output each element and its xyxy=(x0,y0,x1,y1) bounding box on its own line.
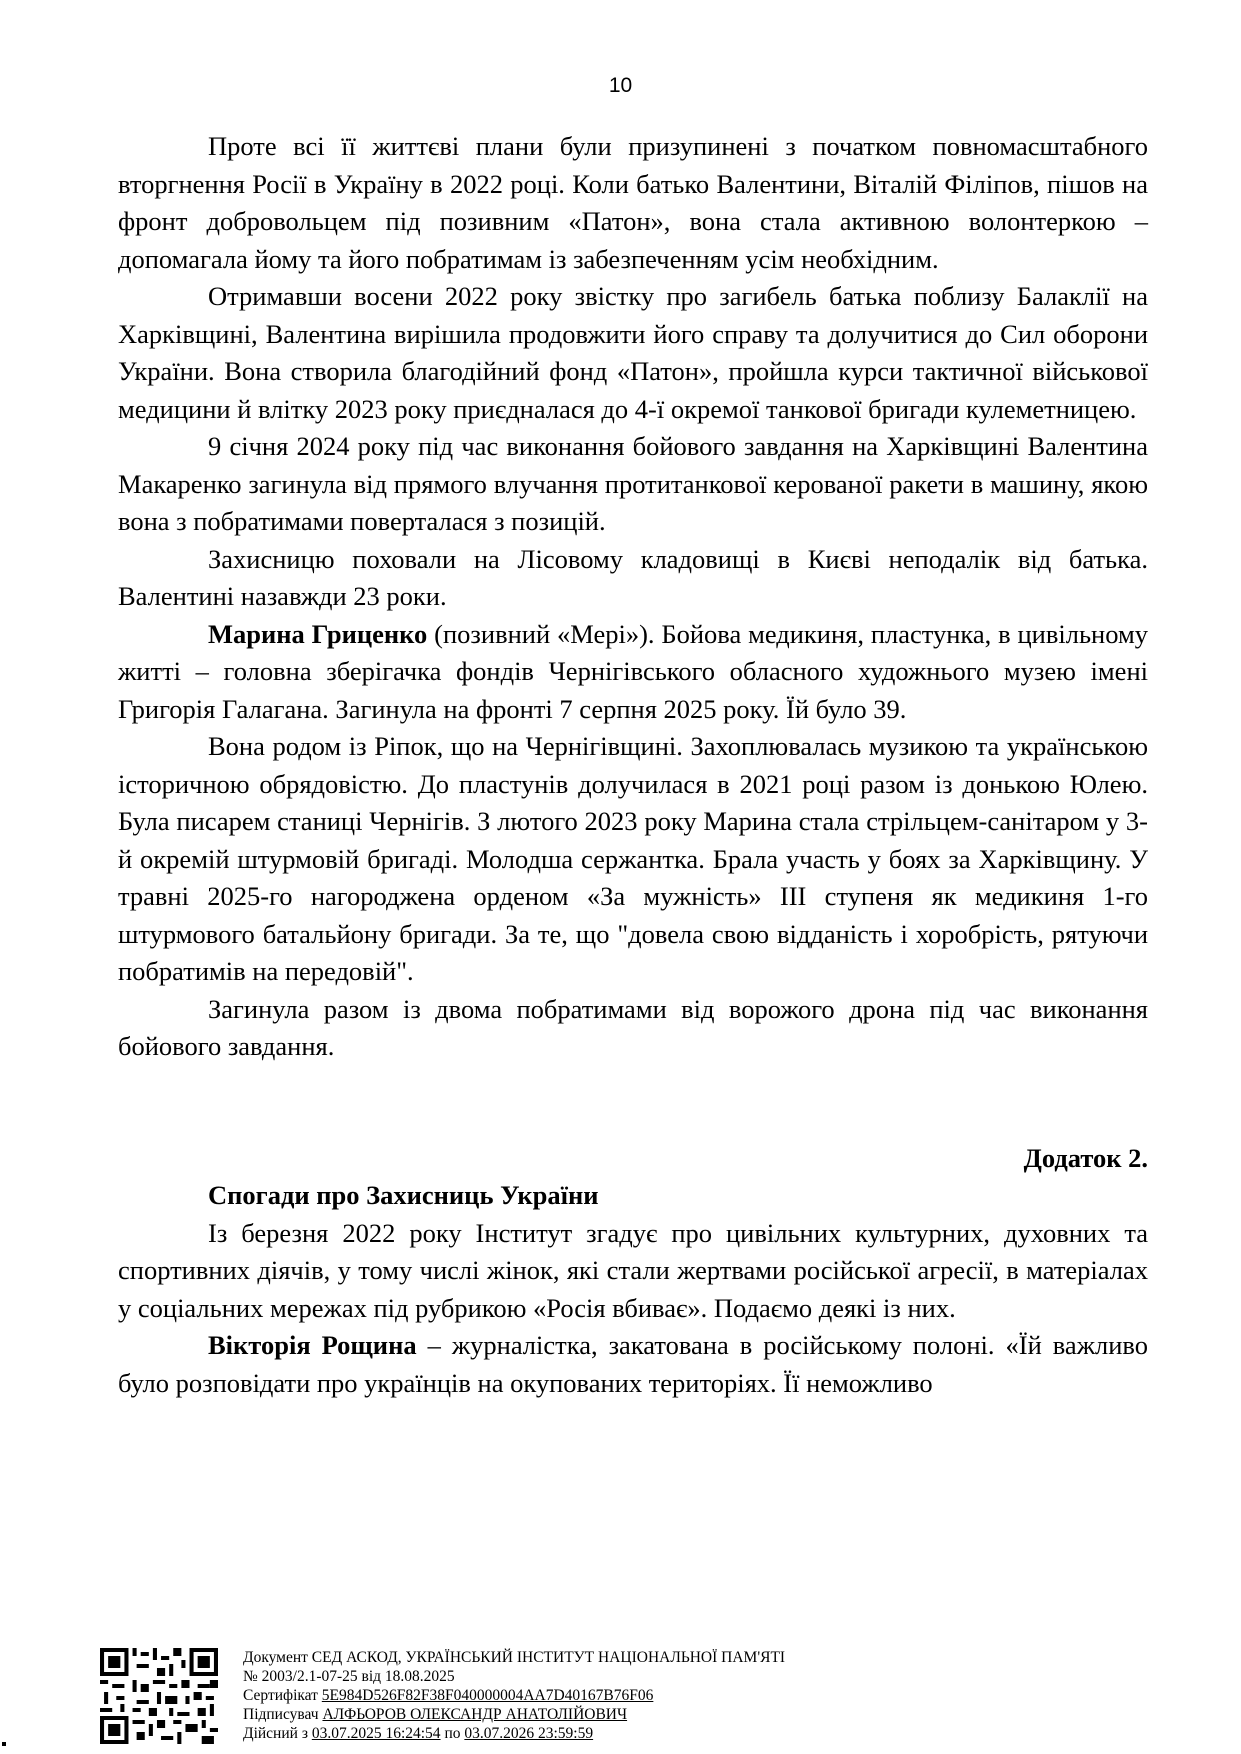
paragraph: Проте всі її життєві плани були призупинені з початком повномасштабного вторгнення Росії в Україну в 2022 році. Коли батько Валентини, Віталій Філіпов, пішов на фронт добровольцем під позивним «Патон», вона стала активною волонтеркою – допомагала йому та його побратимам із забезпеченням усім необхідним. xyxy=(118,131,1148,274)
paragraph: Захисницю поховали на Лісовому кладовищі в Києві неподалік від батька. Валентині назавжди 23 роки. xyxy=(118,543,1148,611)
qr-code-icon xyxy=(100,1648,218,1744)
certificate-value: 5E984D526F82F38F040000004AA7D40167B76F06 xyxy=(321,1687,654,1704)
person-name: Марина Гриценко xyxy=(208,618,428,649)
signer-value: АЛФЬОРОВ ОЛЕКСАНДР АНАТОЛІЙОВИЧ xyxy=(322,1706,628,1723)
scan-mark xyxy=(2,1742,6,1746)
paragraph: Із березня 2022 року Інститут згадує про цивільних культурних, духовних та спортивних діячів, у тому числі жінок, які стали жертвами російської агресії, в матеріалах у соціальних мережах під рубрикою «Росія вбиває». Подаємо деякі із них. xyxy=(118,1217,1148,1323)
certificate-line xyxy=(243,1686,1143,1705)
document-body xyxy=(118,128,1148,1402)
signer-line xyxy=(243,1705,1143,1724)
valid-from: 03.07.2025 16:24:54 xyxy=(311,1725,441,1742)
paragraph xyxy=(118,616,1148,729)
signature-details xyxy=(243,1648,1143,1743)
label: по xyxy=(440,1725,465,1742)
label: Підписувач xyxy=(243,1706,323,1723)
paragraph-text: – журналістка, закатована в російському полоні. «Їй важливо було розповідати про українців на окупованих територіях. Її неможливо xyxy=(118,1330,1148,1398)
label: Сертифікат xyxy=(243,1687,322,1704)
paragraph: Загинула разом із двома побратимами від ворожого дрона під час виконання бойового завдання. xyxy=(118,993,1148,1061)
paragraph: Отримавши восени 2022 року звістку про загибель батька поблизу Балаклії на Харківщині, Валентина вирішила продовжити його справу та долучитися до Сил оборони України. Вона створила благодійний фонд «Патон», пройшла курси тактичної військової медицини й влітку 2023 року приєдналася до 4-ї окремої танкової бригади кулеметницею. xyxy=(118,281,1148,424)
paragraph: 9 січня 2024 року під час виконання бойового завдання на Харківщині Валентина Макаренко загинула від прямого влучання протитанкової керованої ракети в машину, якою вона з побратимами поверталася з позицій. xyxy=(118,431,1148,536)
e-signature-stamp xyxy=(100,1648,1140,1744)
valid-to: 03.07.2026 23:59:59 xyxy=(464,1725,594,1742)
stamp-line: Документ СЕД АСКОД, УКРАЇНСЬКИЙ ІНСТИТУТ НАЦІОНАЛЬНОЇ ПАМ'ЯТІ xyxy=(243,1649,786,1666)
validity-line xyxy=(243,1724,1143,1743)
paragraph-text: (позивний «Мері»). Бойова медикиня, пластунка, в цивільному житті – головна зберігачка фондів Чернігівського обласного художнього музею імені Григорія Галагана. Загинула на фронті 7 серпня 2025 року. Їй було 39. xyxy=(118,618,1148,724)
paragraph xyxy=(118,1327,1148,1402)
person-name: Вікторія Рощина xyxy=(208,1330,417,1360)
section-heading: Спогади про Захисниць України xyxy=(208,1180,599,1210)
spacer xyxy=(118,1066,1148,1140)
page-number: 10 xyxy=(608,74,633,97)
label: Дійсний з xyxy=(243,1725,312,1742)
appendix-label: Додаток 2. xyxy=(1023,1142,1148,1173)
stamp-line: № 2003/2.1-07-25 від 18.08.2025 xyxy=(243,1668,455,1685)
paragraph: Вона родом із Ріпок, що на Чернігівщині. Захоплювалась музикою та українською історичною обрядовістю. До пластунів долучилася в 2021 році разом із донькою Юлею. Була писарем станиці Чернігів. З лютого 2023 року Марина стала стрільцем-санітаром у 3-й окремій штурмовій бригаді. Молодша сержантка. Брала участь у боях за Харківщину. У травні 2025-го нагороджена орденом «За мужність» ІІІ ступеня як медикиня 1-го штурмового батальйону бригади. За те, що "довела свою відданість і хоробрість, рятуючи побратимів на передовій". xyxy=(118,731,1148,986)
